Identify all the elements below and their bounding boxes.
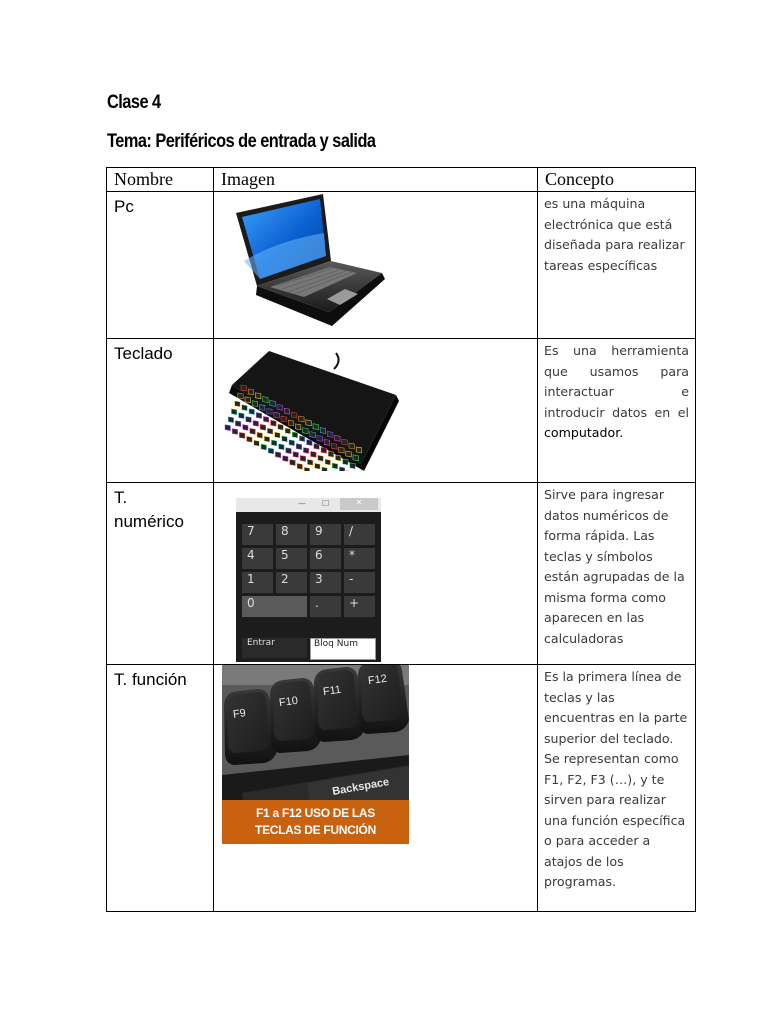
row-name-funcion: T. función bbox=[107, 665, 214, 912]
numpad-key: 2 bbox=[276, 572, 307, 593]
keyboard-key bbox=[249, 409, 255, 415]
backspace-label: Backspace bbox=[331, 776, 391, 798]
keyboard-image bbox=[224, 349, 399, 471]
keyboard-key bbox=[253, 420, 259, 426]
keyboard-key bbox=[241, 385, 247, 391]
minimize-icon: — bbox=[298, 499, 306, 508]
keyboard-key bbox=[350, 463, 356, 469]
keyboard-key bbox=[238, 393, 244, 399]
header-concepto: Concepto bbox=[538, 168, 696, 192]
keyboard-key bbox=[313, 424, 319, 430]
keyboard-key bbox=[307, 459, 313, 465]
keyboard-key bbox=[292, 432, 298, 438]
keyboard-key bbox=[320, 428, 326, 434]
numpad-key: 3 bbox=[310, 572, 341, 593]
keyboard-key bbox=[307, 440, 313, 446]
keyboard-key bbox=[250, 428, 256, 434]
class-title: Clase 4 bbox=[107, 92, 161, 113]
topic-title: Tema: Periféricos de entrada y salida bbox=[107, 131, 376, 152]
keyboard-key bbox=[239, 413, 245, 419]
numpad-titlebar bbox=[236, 498, 381, 512]
keyboard-key bbox=[342, 439, 348, 445]
keyboard-key bbox=[318, 455, 324, 461]
keyboard-key bbox=[286, 448, 292, 454]
peripherals-table bbox=[106, 167, 696, 912]
keyboard-key bbox=[247, 436, 253, 442]
numpad-key-zero: 0 bbox=[242, 596, 307, 617]
concept-emphasis: computador. bbox=[544, 425, 624, 440]
keyboard-key bbox=[259, 405, 265, 411]
keyboard-key bbox=[299, 436, 305, 442]
keyboard-key bbox=[239, 432, 245, 438]
fkey-label: F10 bbox=[278, 694, 299, 710]
keyboard-key bbox=[356, 447, 362, 453]
keyboard-key bbox=[243, 424, 249, 430]
header-imagen: Imagen bbox=[214, 168, 538, 192]
keyboard-key bbox=[293, 452, 299, 458]
name-line-1: T. bbox=[114, 488, 128, 507]
keyboard-key bbox=[339, 467, 345, 471]
keyboard-key bbox=[325, 459, 331, 465]
table-header-row bbox=[107, 168, 696, 192]
keyboard-key bbox=[263, 397, 269, 403]
keyboard-key bbox=[255, 393, 261, 399]
maximize-icon: ☐ bbox=[322, 499, 330, 508]
numpad-key: + bbox=[344, 596, 375, 617]
numpad-window bbox=[236, 498, 381, 662]
keyboard-key bbox=[235, 401, 241, 407]
keyboard-key bbox=[327, 431, 333, 437]
keyboard-key bbox=[246, 417, 252, 423]
keyboard-key bbox=[335, 455, 341, 461]
keyboard-key bbox=[289, 440, 295, 446]
keyboard-key bbox=[228, 417, 234, 423]
keyboard-key bbox=[225, 425, 231, 431]
keyboard-key bbox=[331, 443, 337, 449]
laptop-image bbox=[232, 191, 407, 339]
numpad-key: / bbox=[344, 524, 375, 545]
keyboard-image-cell bbox=[214, 339, 538, 483]
keyboard-key bbox=[261, 444, 267, 450]
keyboard-key bbox=[332, 463, 338, 469]
keyboard-key bbox=[322, 467, 328, 471]
keyboard-key bbox=[297, 463, 303, 469]
keyboard-key bbox=[283, 456, 289, 462]
keyboard-key bbox=[306, 420, 312, 426]
row-concept-numerico: Sirve para ingresar datos numéricos de forma rápida. Las teclas y símbolos están agrupadas de la misma forma como aparecen en las calculadoras bbox=[538, 483, 696, 665]
numpad-enter-key: Entrar bbox=[242, 638, 307, 658]
keyboard-key bbox=[278, 424, 284, 430]
keyboard-key bbox=[311, 451, 317, 457]
numpad-key: 8 bbox=[276, 524, 307, 545]
numpad-key: 5 bbox=[276, 548, 307, 569]
keyboard-key bbox=[304, 467, 310, 471]
keyboard-key bbox=[315, 463, 321, 469]
keyboard-key bbox=[231, 409, 237, 415]
row-name-teclado: Teclado bbox=[107, 339, 214, 483]
keyboard-key bbox=[349, 443, 355, 449]
keyboard-key bbox=[267, 428, 273, 434]
keyboard-key bbox=[275, 432, 281, 438]
keyboard-key bbox=[271, 440, 277, 446]
fkeys-photo bbox=[222, 665, 409, 844]
keyboard-key bbox=[285, 428, 291, 434]
numpad-key: 4 bbox=[242, 548, 273, 569]
keyboard-key bbox=[284, 408, 290, 414]
numpad-key: 9 bbox=[310, 524, 341, 545]
numpad-image-cell bbox=[214, 483, 538, 665]
keyboard-key bbox=[271, 420, 277, 426]
numpad-key: - bbox=[344, 572, 375, 593]
keyboard-key bbox=[291, 412, 297, 418]
keyboard-key bbox=[335, 435, 341, 441]
keyboard-key bbox=[270, 400, 276, 406]
row-concept-pc: es una máquina electrónica que está diseñada para realizar tareas específicas bbox=[538, 192, 696, 339]
keyboard-key bbox=[314, 443, 320, 449]
keyboard-key bbox=[328, 451, 334, 457]
numpad-key: * bbox=[344, 548, 375, 569]
keyboard-key bbox=[254, 440, 259, 446]
keyboard-key bbox=[263, 416, 269, 422]
keyboard-key bbox=[252, 401, 258, 407]
table-row bbox=[107, 192, 696, 339]
keyboard-key bbox=[296, 444, 302, 450]
keyboard-key bbox=[299, 416, 305, 422]
name-line-2: numérico bbox=[114, 512, 184, 531]
keyboard-key bbox=[310, 432, 316, 438]
numpad-numlock-key: Bloq Num bbox=[310, 638, 376, 660]
keyboard-key bbox=[260, 424, 266, 430]
keyboard-key bbox=[256, 412, 262, 418]
keyboard-key bbox=[248, 389, 254, 395]
header-nombre: Nombre bbox=[107, 168, 214, 192]
keyboard-key bbox=[290, 460, 296, 466]
keyboard-key bbox=[245, 397, 251, 403]
keyboard-key bbox=[324, 439, 330, 445]
fkeys-image-cell bbox=[214, 665, 538, 912]
fkey-label: F9 bbox=[232, 707, 247, 721]
keyboard-key bbox=[317, 435, 323, 441]
keyboard-key bbox=[353, 455, 359, 461]
numpad-key: 6 bbox=[310, 548, 341, 569]
table-row bbox=[107, 483, 696, 665]
row-concept-funcion: Es la primera línea de teclas y las encuentras en la parte superior del teclado. Se representan como F1, F2, F3 (…), y te sirven para realizar una función específica o para acceder a atajos de los programas. bbox=[538, 665, 696, 912]
fkey-label: F12 bbox=[367, 672, 388, 688]
banner-line-1: F1 a F12 USO DE LAS bbox=[256, 806, 375, 820]
keyboard-key bbox=[264, 436, 270, 442]
fkeys-banner bbox=[222, 800, 409, 844]
keyboard-key bbox=[303, 428, 309, 434]
table-row bbox=[107, 339, 696, 483]
keyboard-key bbox=[303, 448, 309, 454]
table-row bbox=[107, 665, 696, 912]
keyboard-key bbox=[257, 432, 263, 438]
keyboard-key bbox=[300, 455, 306, 461]
keyboard-key bbox=[343, 459, 349, 465]
keyboard-key bbox=[232, 429, 238, 435]
laptop-image-cell bbox=[214, 192, 538, 339]
numpad-key: 1 bbox=[242, 572, 273, 593]
numpad-key: . bbox=[310, 596, 341, 617]
close-icon: ✕ bbox=[340, 498, 378, 510]
keyboard-key bbox=[277, 404, 283, 410]
keyboard-key bbox=[274, 412, 280, 418]
keyboard-key bbox=[281, 416, 287, 422]
keyboard-key bbox=[267, 408, 273, 414]
concept-text: Es una herramienta que usamos para interactuar e introducir datos en el bbox=[544, 343, 689, 420]
keyboard-key bbox=[242, 405, 248, 411]
keyboard-key bbox=[268, 448, 274, 454]
keyboard-key bbox=[275, 452, 281, 458]
keyboard-key bbox=[279, 444, 285, 450]
keyboard-key bbox=[295, 424, 301, 430]
keyboard-key bbox=[346, 451, 352, 457]
keyboard-key bbox=[282, 436, 288, 442]
banner-line-2: TECLAS DE FUNCIÓN bbox=[255, 823, 376, 837]
keyboard-key bbox=[321, 447, 327, 453]
numpad-key: 7 bbox=[242, 524, 273, 545]
keyboard-key bbox=[288, 420, 294, 426]
keyboard-key bbox=[235, 421, 241, 427]
row-name-pc: Pc bbox=[107, 192, 214, 339]
fkey-label: F11 bbox=[322, 683, 342, 699]
numpad-grid bbox=[242, 524, 378, 617]
keyboard-key bbox=[339, 447, 345, 453]
row-name-numerico bbox=[107, 483, 214, 665]
row-concept-teclado bbox=[538, 339, 696, 483]
